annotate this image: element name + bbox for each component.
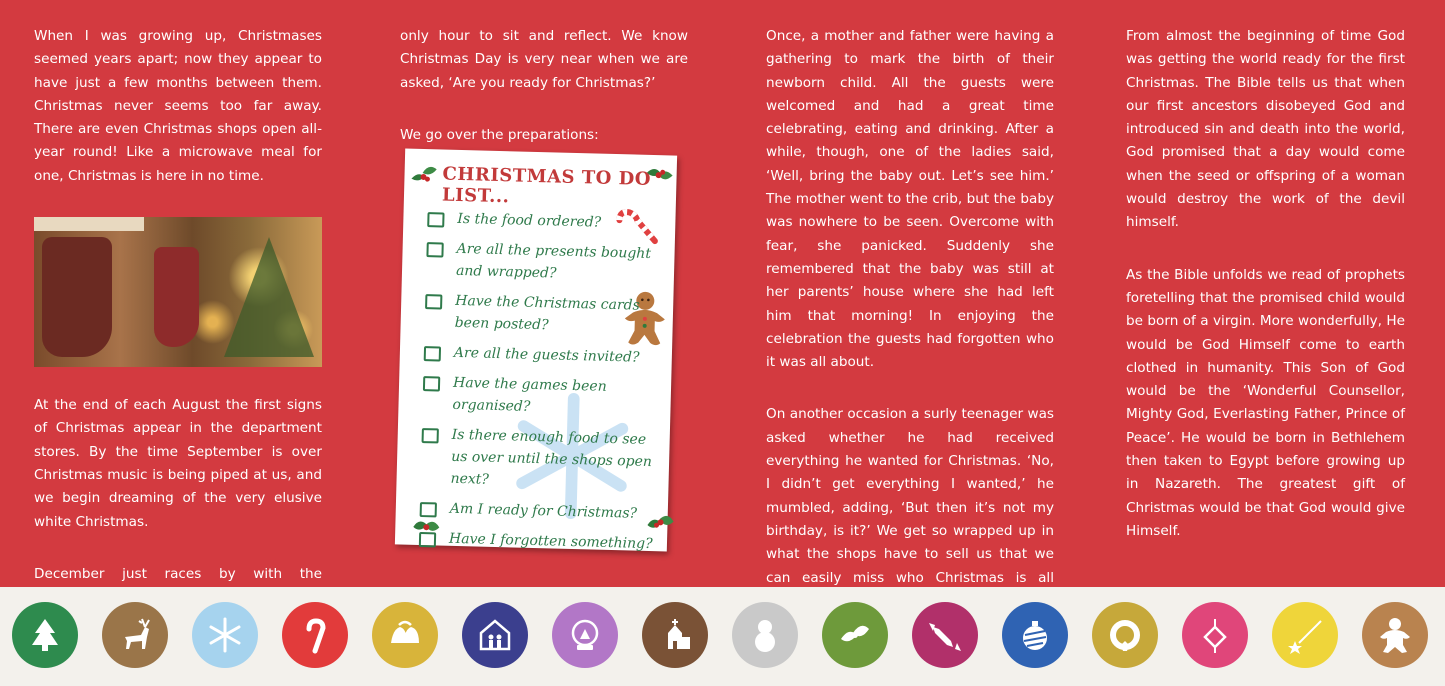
todo-item[interactable]: Are all the guests invited? [422,341,662,369]
todo-item[interactable]: Am I ready for Christmas? [418,497,658,525]
todo-item[interactable]: Is the food ordered? [425,207,665,235]
checkbox-icon[interactable] [424,346,441,361]
ornament-icon [1182,602,1248,668]
stocking-1 [42,237,112,357]
checkbox-icon[interactable] [423,376,440,391]
todo-item[interactable]: Have the games been organised? [420,371,661,421]
wreath-icon [1092,602,1158,668]
snowflake-icon [192,602,258,668]
gingerbread-man-icon [1362,602,1428,668]
todo-item[interactable]: Have I forgotten something? [417,527,657,555]
candy-cane-icon [282,602,348,668]
shooting-star-icon [1272,602,1338,668]
col2-paragraph-2: We go over the preparations: [400,126,599,143]
bells-icon [372,602,438,668]
col1-paragraph-3: December just races by with the [34,565,322,582]
checkbox-icon[interactable] [426,242,443,257]
holly-icon [408,161,439,192]
reindeer-icon [102,602,168,668]
checkbox-icon[interactable] [427,212,444,227]
col1-paragraph-2: At the end of each August the first signs of Christmas appear in the department stores. By the time September is over Christmas music is being piped at us, and we begin dreaming of the very elusive white Christmas. [34,397,322,530]
todo-item[interactable]: Have the Christmas cards been posted? [422,289,663,339]
todo-list-title: CHRISTMAS TO DO LIST... [441,163,652,208]
stocking-2 [154,247,199,347]
col4-paragraph-1: From almost the beginning of time God was getting the world ready for the first Christmas. The Bible tells us that when our first ancestors disobeyed God and introduced sin and death into the world, God promised that a day would come when the seed or offspring of a woman would destroy the work of the devil himself. [1126,28,1405,231]
col4-paragraph-2: As the Bible unfolds we read of prophets foretelling that the promised child would be born of a virgin. More wonderfully, He would be God Himself come to earth clothed in humanity. This Son of God would be the ‘Wonderful Counsellor, Mighty God, Everlasting Father, Prince of Peace’. He would be born in Bethlehem then taken to Egypt before growing up in Nazareth. The greatest gift of Christmas would be that God would give Himself. [1126,266,1405,539]
snow-globe-icon [552,602,618,668]
todo-items [417,207,666,563]
nativity-icon [462,602,528,668]
checkbox-icon[interactable] [425,294,442,309]
church-icon [642,602,708,668]
todo-list-card [395,149,677,552]
column-3 [766,25,1054,642]
todo-item[interactable]: Is there enough food to see us over until the shops open next? [418,423,660,495]
col3-paragraph-1: Once, a mother and father were having a gathering to mark the birth of their newborn child. All the guests were welcomed and had a great time celebrating, eating and drinking. After a while, though, one of the ladies said, ‘Well, bring the baby out. Let’s see him.’ The mother went to the crib, but the baby was nowhere to be seen. Overcome with fear, she panicked. Suddenly she remembered that the baby was still at her parents’ house where she had left him that morning! In enjoying the celebration the guests had forgotten who it was all about. [766,28,1054,371]
column-4 [1126,25,1405,572]
cracker-icon [912,602,978,668]
todo-item[interactable]: Are all the presents bought and wrapped? [424,237,665,287]
col1-paragraph-1: When I was growing up, Christmases seemed years apart; now they appear to have just a few months between them. Christmas never seems too far away. There are even Christmas shops open all-year round! Like a microwave meal for one, Christmas is here in no time. [34,28,322,184]
bauble-icon [1002,602,1068,668]
holly-icon [411,511,442,542]
checkbox-icon[interactable] [422,428,439,443]
col3-paragraph-2: On another occasion a surly teenager was asked whether he had received everything he wanted for Christmas. ‘No, I didn’t get everything I wanted,’ he mumbled, adding, ‘But then it’s not my birthday, is it?’ We get so wrapped up in what the shops have to sell us that we can easily miss who Christmas is all [766,406,1054,586]
holly-icon [822,602,888,668]
fireplace-stockings-photo [34,217,322,367]
mantel [34,217,144,231]
holly-icon [645,507,676,538]
snowman-icon [732,602,798,668]
christmas-tree-icon [12,602,78,668]
christmas-tree-blur [224,237,314,357]
col2-paragraph-1: only hour to sit and reflect. We know Christmas Day is very near when we are asked, ‘Are you ready for Christmas?’ [400,28,688,91]
column-1 [34,25,322,662]
